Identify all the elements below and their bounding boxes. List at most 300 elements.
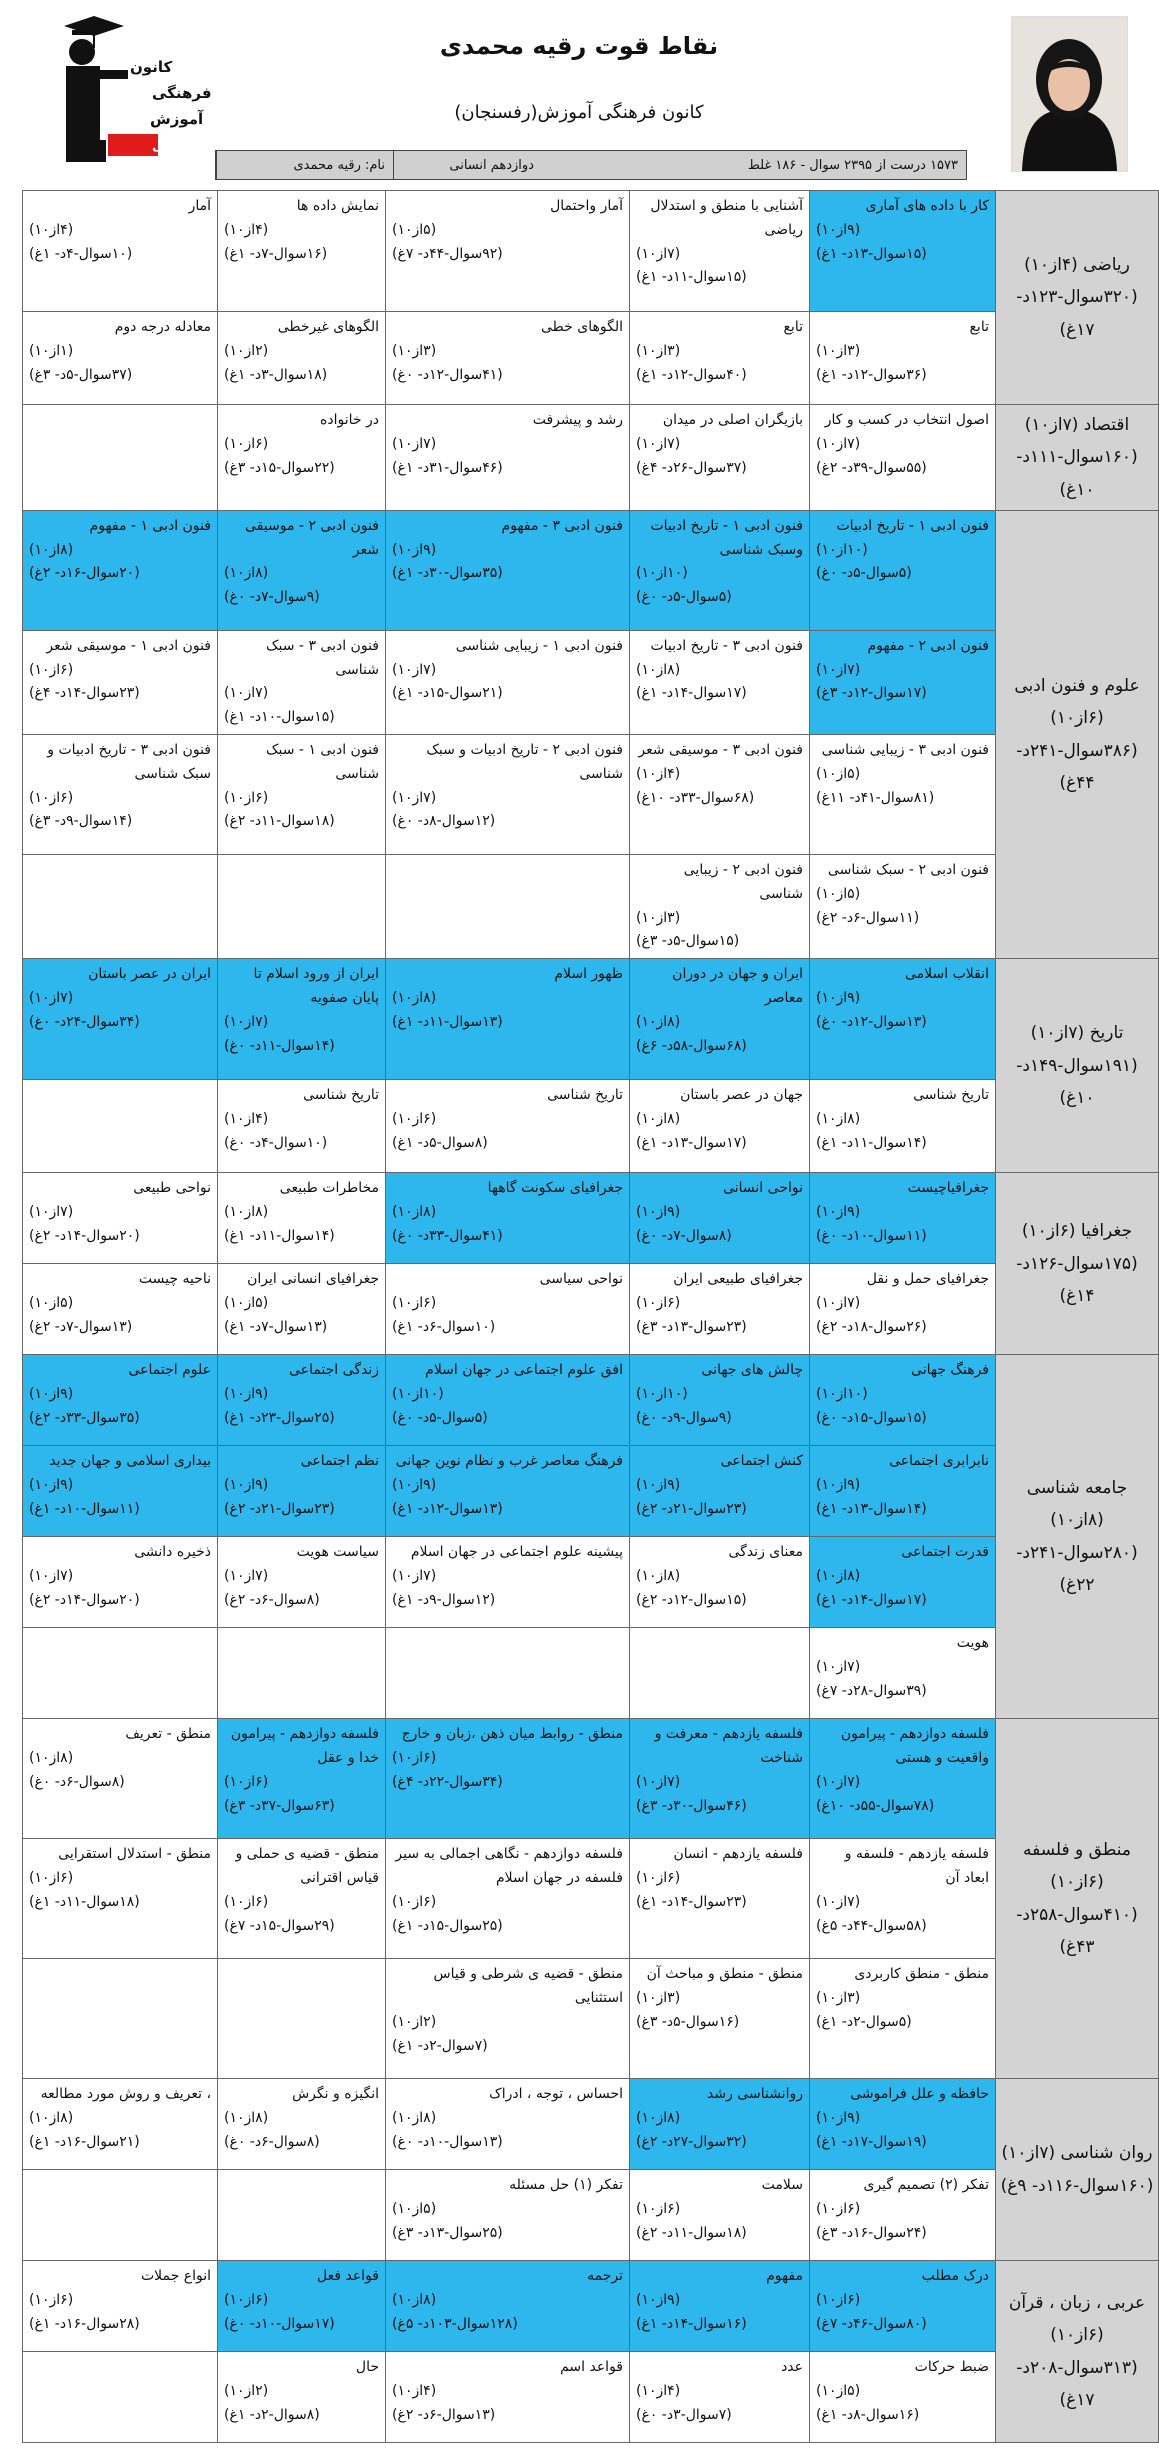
topic-score: (۷از۱۰) [816, 1893, 861, 1910]
topic-name: کار با داده های آماری [865, 198, 989, 214]
empty-cell [23, 1628, 218, 1719]
topic-name: هویت [956, 1635, 989, 1652]
topic-cell [386, 405, 630, 511]
student-grade: دوازدهم انسانی [393, 151, 542, 179]
table-row [23, 1173, 1159, 1264]
topic-detail: (۱۱سوال-۱۰د- ۱غ) [29, 1500, 140, 1517]
topic-score: (۴از۱۰) [636, 2383, 681, 2400]
topic-detail: (۱۳سوال-۱۱د- ۱غ) [392, 1013, 503, 1030]
topic-detail: (۱۵سوال-۵د- ۳غ) [636, 933, 740, 950]
topic-detail: (۲۳سوال-۱۴د- ۱غ) [636, 1893, 747, 1910]
subject-label: (۱۷۵سوال-۱۲۶د- [1016, 1253, 1138, 1274]
logo-text-2: فرهنگی [152, 84, 212, 102]
topic-score: (۴از۱۰) [29, 221, 74, 238]
subject-label: جغرافیا (۶از۱۰) [1021, 1221, 1133, 1242]
topic-score: (۴از۱۰) [636, 765, 681, 782]
topic-name: جهان در عصر باستان [680, 1087, 803, 1104]
subject-cell [996, 405, 1159, 511]
topic-name: بیداری اسلامی و جهان جدید [49, 1453, 211, 1470]
subject-label: منطق و فلسفه (۶از۱۰) [1022, 1840, 1131, 1893]
topic-name: روانشناسی رشد [707, 2086, 803, 2103]
topic-cell [23, 2079, 218, 2170]
empty-cell [630, 1628, 810, 1719]
topic-name: فنون ادبی ۱ - سبک شناسی [266, 742, 379, 782]
topic-name: قواعد فعل [316, 2268, 379, 2285]
topic-score: (۸از۱۰) [636, 2110, 681, 2127]
topic-cell [386, 1173, 630, 1264]
topic-cell [23, 1355, 218, 1446]
topic-cell [630, 1719, 810, 1839]
logo-text-4: قلم‌چی [152, 139, 199, 154]
logo [52, 12, 212, 177]
topic-name: آشنایی با منطق و استدلال ریاضی [650, 198, 803, 238]
topic-score: (۹از۱۰) [636, 2292, 681, 2309]
topic-score: (۵از۱۰) [816, 2383, 861, 2400]
topic-detail: (۲۶سوال-۱۸د- ۲غ) [816, 1318, 927, 1335]
topic-score: (۹از۱۰) [636, 1477, 681, 1494]
topic-score: (۷از۱۰) [224, 1013, 269, 1030]
topic-detail: (۱۰سوال-۴د- ۱غ) [29, 245, 133, 262]
subject-label: تاریخ (۷از۱۰) [1030, 1023, 1124, 1044]
subject-label: (۳۸۶سوال-۲۴۱د- [1016, 740, 1138, 761]
page-title: نقاط قوت رقیه محمدی [439, 32, 719, 60]
topic-cell [218, 959, 386, 1080]
topic-detail: (۲۲سوال-۱۵د- ۳غ) [224, 459, 335, 476]
topic-detail: (۲۰سوال-۱۶د- ۲غ) [29, 565, 140, 582]
topic-name: آمار [188, 198, 211, 214]
topic-name: منطق - روابط میان ذهن ،زبان و خارج [401, 1726, 623, 1743]
topic-name: در خانواده [320, 412, 379, 428]
topic-score: (۸از۱۰) [636, 661, 681, 678]
topic-detail: (۲۵سوال-۲۳د- ۱غ) [224, 1409, 335, 1426]
empty-cell [386, 1628, 630, 1719]
topic-detail: (۵سوال-۵د- ۰غ) [816, 565, 912, 582]
topic-score: (۶از۱۰) [224, 1893, 269, 1910]
topic-detail: (۲۵سوال-۱۳د- ۳غ) [392, 2224, 503, 2241]
topic-name: عدد [781, 2359, 803, 2376]
topic-score: (۵از۱۰) [816, 885, 861, 902]
topic-detail: (۲۵سوال-۱۵د- ۱غ) [392, 1917, 503, 1934]
topic-name: تاریخ شناسی [547, 1087, 623, 1104]
subject-label: (۱۶۰سوال-۱۱۱د- ۱۰غ) [1016, 447, 1138, 500]
table-row [23, 510, 1159, 630]
empty-cell [218, 1959, 386, 2079]
topic-cell [630, 2079, 810, 2170]
empty-cell [218, 2170, 386, 2261]
topic-score: (۸از۱۰) [224, 1204, 269, 1221]
topic-score: (۴از۱۰) [392, 2383, 437, 2400]
topic-score: (۹از۱۰) [636, 1204, 681, 1221]
topic-score: (۷از۱۰) [392, 1568, 437, 1585]
topic-detail: (۱۴سوال-۱۱د- ۱غ) [224, 1227, 335, 1244]
topic-cell [630, 510, 810, 630]
topic-detail: (۸سوال-۵د- ۱غ) [392, 1134, 488, 1151]
subject-label: (۱۹۱سوال-۱۴۹د- ۱۰غ) [1016, 1055, 1138, 1108]
topic-name: سلامت [761, 2177, 803, 2194]
topic-score: (۵از۱۰) [816, 765, 861, 782]
topic-score: (۹از۱۰) [29, 1477, 74, 1494]
topic-detail: (۶۸سوال-۳۳د- ۱۰غ) [636, 789, 755, 806]
topic-score: (۱۰از۱۰) [816, 541, 868, 558]
topic-score: (۲از۱۰) [224, 342, 269, 359]
table-row [23, 2261, 1159, 2352]
topic-cell [810, 959, 996, 1080]
topic-score: (۶از۱۰) [224, 435, 269, 452]
topic-detail: (۱۳سوال-۱۰د- ۰غ) [392, 2133, 503, 2150]
topic-cell [810, 2079, 996, 2170]
topic-cell [810, 1628, 996, 1719]
topic-cell [386, 1839, 630, 1959]
topic-cell [810, 855, 996, 959]
topic-detail: (۱۵سوال-۱۵د- ۰غ) [816, 1409, 927, 1426]
table-row [23, 1719, 1159, 1839]
topic-score: (۸از۱۰) [29, 1750, 74, 1767]
topic-name: اصول انتخاب در کسب و کار [824, 412, 989, 428]
topic-name: منطق - قضیه ی حملی و قیاس اقترانی [235, 1846, 379, 1887]
topic-detail: (۲۸سوال-۱۶د- ۱غ) [29, 2315, 140, 2332]
topic-cell [218, 1719, 386, 1839]
table-row [23, 2079, 1159, 2170]
topic-cell [630, 1537, 810, 1628]
subject-label: ۴۳غ) [1059, 1937, 1095, 1958]
topic-cell [386, 1537, 630, 1628]
logo-text-1: کانون [130, 58, 173, 76]
topic-cell [630, 1959, 810, 2079]
topic-detail: (۱۲سوال-۹د- ۱غ) [392, 1591, 496, 1608]
report-header [0, 0, 1158, 185]
topic-score: (۸از۱۰) [29, 2110, 74, 2127]
topic-detail: (۹سوال-۷د- ۰غ) [224, 589, 320, 606]
topic-cell [218, 312, 386, 405]
topic-score: (۸از۱۰) [636, 1568, 681, 1585]
topic-detail: (۳۶سوال-۱۲د- ۱غ) [816, 366, 927, 383]
topic-score: (۶از۱۰) [224, 1773, 269, 1790]
topic-detail: (۱۳سوال-۱۲د- ۰غ) [816, 1013, 927, 1030]
topic-name: فنون ادبی ۱ - موسیقی شعر [46, 637, 211, 654]
subject-cell [996, 1355, 1159, 1719]
topic-detail: (۳۹سوال-۲۸د- ۷غ) [816, 1682, 927, 1699]
table-row [23, 1628, 1159, 1719]
topic-cell [630, 735, 810, 855]
topic-score: (۶از۱۰) [29, 789, 74, 806]
topic-detail: (۱۳سوال-۷د- ۲غ) [29, 1318, 133, 1335]
topic-cell [23, 1173, 218, 1264]
topic-name: تاریخ شناسی [913, 1087, 989, 1104]
topic-score: (۷از۱۰) [29, 1568, 74, 1585]
topic-name: فنون ادبی ۲ - مفهوم [867, 637, 989, 654]
topic-detail: (۱۴سوال-۱۳د- ۱غ) [816, 1500, 927, 1517]
table-row [23, 1446, 1159, 1537]
topic-score: (۶از۱۰) [392, 1893, 437, 1910]
topic-score: (۱۰از۱۰) [816, 1386, 868, 1403]
topic-name: منطق - منطق کاربردی [854, 1966, 989, 1983]
subject-label: (۶از۱۰) [1050, 708, 1104, 729]
topic-name: ناحیه چیست [138, 1271, 211, 1288]
topic-detail: (۱۱سوال-۱۰د- ۰غ) [816, 1227, 927, 1244]
topic-name: رشد و پیشرفت [532, 412, 623, 428]
subject-label: (۴۱۰سوال-۲۵۸د- [1016, 1904, 1138, 1925]
topic-cell [218, 735, 386, 855]
topic-name: آمار واحتمال [550, 198, 623, 214]
topic-score: (۷از۱۰) [224, 685, 269, 702]
topic-cell [630, 312, 810, 405]
topic-name: ضبط حرکات [914, 2359, 989, 2376]
topic-score: (۶از۱۰) [816, 2292, 861, 2309]
topic-cell [23, 191, 218, 312]
topic-cell [386, 1446, 630, 1537]
topic-detail: (۵۵سوال-۳۹د- ۲غ) [816, 459, 927, 476]
topic-detail: (۱۶سوال-۸د- ۱غ) [816, 2406, 920, 2423]
topic-score: (۹از۱۰) [816, 2110, 861, 2127]
topic-cell [630, 2352, 810, 2443]
topic-cell [386, 735, 630, 855]
topic-detail: (۳۲سوال-۲۷د- ۲غ) [636, 2133, 747, 2150]
topic-cell [23, 1839, 218, 1959]
topic-detail: (۴۱سوال-۱۲د- ۰غ) [392, 366, 503, 383]
topic-cell [630, 191, 810, 312]
topic-score: (۶از۱۰) [29, 661, 74, 678]
topic-name: نابرابری اجتماعی [889, 1453, 989, 1470]
topic-cell [23, 1537, 218, 1628]
topic-cell [810, 1959, 996, 2079]
subject-label: ۲۲غ) [1059, 1575, 1095, 1596]
topic-score: (۴از۱۰) [224, 1111, 269, 1128]
topic-detail: (۲۴سوال-۱۶د- ۳غ) [816, 2224, 927, 2241]
topic-name: فرهنگ جهانی [911, 1362, 989, 1379]
topic-cell [386, 1355, 630, 1446]
topic-cell [218, 510, 386, 630]
topic-detail: (۶۳سوال-۳۷د- ۳غ) [224, 1797, 335, 1814]
table-row [23, 312, 1159, 405]
subject-label: (۲۸۰سوال-۲۴۱د- [1016, 1542, 1138, 1563]
topic-score: (۳از۱۰) [636, 1990, 681, 2007]
topic-detail: (۶۸سوال-۵۸د- ۶غ) [636, 1037, 747, 1054]
topic-score: (۸از۱۰) [392, 2292, 437, 2309]
subject-label: ریاضی (۴از۱۰) [1024, 255, 1130, 276]
topic-detail: (۸سوال-۲د- ۱غ) [224, 2406, 320, 2423]
topic-cell [218, 405, 386, 511]
topic-cell [810, 510, 996, 630]
topic-name: نواحی سیاسی [539, 1271, 623, 1288]
subject-label: (۳۱۳سوال-۲۰۸د- [1016, 2357, 1138, 2378]
topic-name: فنون ادبی ۳ - مفهوم [501, 517, 623, 534]
topic-cell [23, 510, 218, 630]
topic-name: فنون ادبی ۲ - سبک شناسی [827, 862, 989, 879]
topic-name: نمایش داده ها [296, 198, 379, 214]
topic-detail: (۲۳سوال-۲۱د- ۲غ) [636, 1500, 747, 1517]
topic-score: (۹از۱۰) [224, 1477, 269, 1494]
topic-cell [218, 1839, 386, 1959]
topic-score: (۷از۱۰) [392, 661, 437, 678]
topic-score: (۷از۱۰) [816, 1773, 861, 1790]
topic-name: معادله درجه دوم [114, 319, 211, 335]
topic-cell [386, 1959, 630, 2079]
topic-cell [386, 2261, 630, 2352]
topic-score: (۹از۱۰) [816, 221, 861, 238]
topic-name: چالش های جهانی [701, 1362, 803, 1379]
topic-detail: (۱۵سوال-۱۰د- ۱غ) [224, 709, 335, 726]
topic-name: فنون ادبی ۱ - تاریخ ادبیات [836, 517, 989, 534]
topic-detail: (۵سوال-۵د- ۰غ) [636, 589, 732, 606]
topic-cell [23, 312, 218, 405]
subject-label: ۱۷غ) [1059, 319, 1095, 340]
topic-cell [810, 312, 996, 405]
topic-name: درک مطلب [921, 2268, 989, 2285]
topic-name: فنون ادبی ۲ - زیبایی شناسی [683, 862, 803, 902]
topic-cell [386, 2352, 630, 2443]
table-row [23, 405, 1159, 511]
topic-score: (۷از۱۰) [816, 1295, 861, 1312]
topic-score: (۱۰از۱۰) [636, 565, 688, 582]
topic-detail: (۱۱سوال-۶د- ۲غ) [816, 909, 920, 926]
topic-cell [218, 1446, 386, 1537]
topic-name: سیاست هویت [296, 1544, 379, 1561]
topic-name: جغرافیای سکونت گاهها [487, 1180, 623, 1197]
topic-score: (۴از۱۰) [224, 221, 269, 238]
topic-cell [630, 630, 810, 734]
topic-score: (۷از۱۰) [816, 435, 861, 452]
topic-detail: (۵۸سوال-۴۴د- ۵غ) [816, 1917, 927, 1934]
topic-name: احساس ، توجه ، ادراک [489, 2086, 623, 2103]
topic-cell [630, 1355, 810, 1446]
empty-cell [23, 2352, 218, 2443]
topic-name: نواحی طبیعی [133, 1180, 211, 1197]
subject-label: (۱۶۰سوال-۱۱۶د- ۹غ) [1000, 2175, 1154, 2196]
topic-name: انواع جملات [141, 2268, 211, 2285]
topic-score: (۱از۱۰) [29, 342, 74, 359]
table-row [23, 959, 1159, 1080]
topic-detail: (۲۳سوال-۱۴د- ۴غ) [29, 685, 140, 702]
topic-detail: (۸۰سوال-۴۶د- ۷غ) [816, 2315, 927, 2332]
topic-detail: (۴۱سوال-۳۳د- ۰غ) [392, 1227, 503, 1244]
topic-name: حافظه و علل فراموشی [850, 2086, 989, 2103]
topic-name: منطق - قضیه ی شرطی و قیاس استثنایی [433, 1966, 623, 2007]
topic-score: (۱۰از۱۰) [392, 1386, 444, 1403]
empty-cell [23, 2170, 218, 2261]
topic-score: (۸از۱۰) [224, 565, 269, 582]
subject-label: (۶از۱۰) [1050, 2325, 1104, 2346]
topic-score: (۷از۱۰) [816, 661, 861, 678]
topic-score: (۷از۱۰) [29, 1204, 74, 1221]
topic-score: (۶از۱۰) [816, 2201, 861, 2218]
topic-detail: (۱۷سوال-۱۴د- ۱غ) [816, 1591, 927, 1608]
topic-detail: (۲۹سوال-۱۵د- ۷غ) [224, 1917, 335, 1934]
topic-name: پیشینه علوم اجتماعی در جهان اسلام [410, 1544, 623, 1561]
topic-cell [218, 1537, 386, 1628]
topic-cell [218, 2352, 386, 2443]
topic-cell [23, 2261, 218, 2352]
topic-detail: (۱۹سوال-۱۷د- ۱غ) [816, 2133, 927, 2150]
topic-detail: (۸سوال-۶د- ۲غ) [224, 1591, 320, 1608]
topic-detail: (۱۸سوال-۱۱د- ۲غ) [636, 2224, 747, 2241]
topic-score: (۸از۱۰) [816, 1568, 861, 1585]
topic-cell [386, 1719, 630, 1839]
empty-cell [386, 855, 630, 959]
topic-name: منطق - منطق و مباحث آن [646, 1966, 803, 1983]
topic-detail: (۱۶سوال-۱۴د- ۱غ) [636, 2315, 747, 2332]
topic-score: (۸از۱۰) [392, 1204, 437, 1221]
topic-score: (۲از۱۰) [224, 2383, 269, 2400]
topic-detail: (۳۴سوال-۲۲د- ۴غ) [392, 1773, 503, 1790]
empty-cell [218, 1628, 386, 1719]
logo-text-3: آموزش [150, 110, 204, 128]
topic-score: (۳از۱۰) [816, 1990, 861, 2007]
topic-detail: (۸سوال-۶د- ۰غ) [224, 2133, 320, 2150]
topic-name: فنون ادبی ۳ - زیبایی شناسی [821, 742, 989, 759]
topic-name: فلسفه دوازدهم - نگاهی اجمالی به سیر فلسفه در جهان اسلام [395, 1846, 623, 1887]
topic-detail: (۴۶سوال-۳۱د- ۱غ) [392, 459, 503, 476]
topic-score: (۸از۱۰) [29, 541, 74, 558]
subject-cell [996, 2261, 1159, 2443]
topic-detail: (۴۰سوال-۱۲د- ۱غ) [636, 366, 747, 383]
topic-detail: (۷سوال-۲د- ۱غ) [392, 2037, 488, 2054]
topic-cell [23, 630, 218, 734]
topic-cell [218, 1355, 386, 1446]
topic-score: (۹از۱۰) [816, 1477, 861, 1494]
page-subtitle: کانون فرهنگی آموزش(رفسنجان) [454, 102, 704, 123]
topic-score: (۳از۱۰) [636, 342, 681, 359]
table-row [23, 735, 1159, 855]
topic-cell [810, 1839, 996, 1959]
topic-name: الگوهای غیرخطی [277, 319, 379, 335]
topic-name: تابع [783, 319, 803, 335]
topic-name: فلسفه دوازدهم - پیرامون خدا و عقل [230, 1726, 379, 1767]
topic-name: منطق - استدلال استقرایی [58, 1846, 211, 1863]
topic-cell [630, 1080, 810, 1173]
topic-detail: (۸۱سوال-۴۱د- ۱۱غ) [816, 789, 935, 806]
subject-cell [996, 191, 1159, 405]
topic-detail: (۷سوال-۳د- ۰غ) [636, 2406, 732, 2423]
topic-detail: (۱۵سوال-۱۳د- ۱غ) [816, 245, 927, 262]
topic-score: (۷از۱۰) [392, 435, 437, 452]
topic-detail: (۵سوال-۲د- ۱غ) [816, 2013, 912, 2030]
topic-cell [386, 630, 630, 734]
topic-name: جغرافیای طبیعی ایران [673, 1271, 803, 1288]
topic-cell [630, 1173, 810, 1264]
topic-name: فنون ادبی ۳ - تاریخ ادبیات و سبک شناسی [47, 742, 211, 782]
topic-cell [810, 1446, 996, 1537]
topic-detail: (۲۱سوال-۱۶د- ۱غ) [29, 2133, 140, 2150]
topic-score: (۷از۱۰) [636, 435, 681, 452]
table-row [23, 1355, 1159, 1446]
topic-score: (۸از۱۰) [224, 2110, 269, 2127]
topic-cell [386, 312, 630, 405]
topic-detail: (۱۷سوال-۱۰د- ۰غ) [224, 2315, 335, 2332]
topic-name: نظم اجتماعی [300, 1453, 379, 1470]
topic-score: (۹از۱۰) [392, 1477, 437, 1494]
topic-cell [218, 1080, 386, 1173]
table-row [23, 2352, 1159, 2443]
topic-score: (۹از۱۰) [224, 1386, 269, 1403]
topic-detail: (۱۴سوال-۱۱د- ۱غ) [816, 1134, 927, 1151]
topic-detail: (۱۸سوال-۱۱د- ۲غ) [224, 813, 335, 830]
topic-detail: (۱۶سوال-۵د- ۳غ) [636, 2013, 740, 2030]
topic-detail: (۳۵سوال-۳۳د- ۲غ) [29, 1409, 140, 1426]
topic-detail: (۱۵سوال-۱۱د- ۱غ) [636, 269, 747, 286]
empty-cell [218, 855, 386, 959]
subject-label: روان شناسی (۷از۱۰) [1001, 2143, 1153, 2164]
subject-label: ۱۷غ) [1059, 2390, 1095, 2411]
topic-detail: (۴۶سوال-۳۰د- ۳غ) [636, 1797, 747, 1814]
topic-score: (۶از۱۰) [636, 1295, 681, 1312]
topic-score: (۹از۱۰) [29, 1386, 74, 1403]
topic-name: فرهنگ معاصر غرب و نظام نوین جهانی [395, 1453, 623, 1470]
topic-cell [810, 191, 996, 312]
topic-name: ایران از ورود اسلام تا پایان صفویه [253, 966, 379, 1007]
topic-cell [810, 1719, 996, 1839]
topic-cell [218, 191, 386, 312]
topic-detail: (۳۴سوال-۲۴د- ۰غ) [29, 1013, 140, 1030]
